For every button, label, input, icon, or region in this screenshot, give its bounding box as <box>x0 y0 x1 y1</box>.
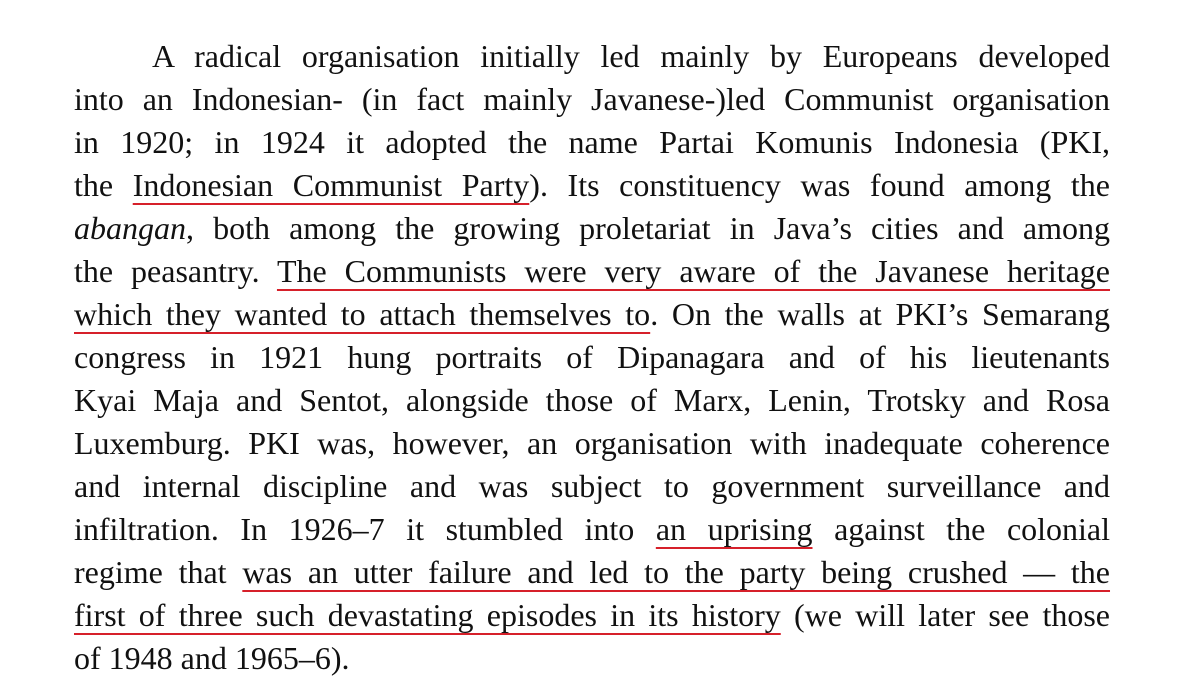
highlighted-text: was an utter failure and led to the party being crushed — the <box>242 554 1111 590</box>
text-run: congress in 1921 hung portraits of Dipanagara and of his lieutenants <box>74 339 1110 375</box>
text-run: the peasantry. <box>74 253 277 289</box>
text-run: of 1948 and 1965–6). <box>74 640 350 676</box>
text-run: Kyai Maja and Sentot, alongside those of Marx, Lenin, Trotsky and Rosa <box>74 382 1110 418</box>
text-run: into an Indonesian- (in fact mainly Javanese-)led Communist organisation <box>74 81 1110 117</box>
text-run: , both among the growing proletariat in Java’s cities and among <box>186 210 1110 246</box>
text-run: regime that <box>74 554 243 590</box>
highlighted-text: Indonesian Communist Party <box>132 167 530 203</box>
italic-term: abangan <box>74 210 186 246</box>
text-run: (we will later see those <box>780 597 1111 633</box>
paragraph-line <box>74 78 1110 120</box>
text-run: the <box>74 167 133 203</box>
text-run: against the colonial <box>812 511 1111 547</box>
highlighted-text: The Communists were very aware of the Javanese heritage <box>276 253 1111 289</box>
paragraph-line <box>74 637 1110 679</box>
highlighted-text: first of three such devastating episodes in its history <box>74 597 781 633</box>
paragraph-line <box>152 35 1110 77</box>
paragraph-line <box>74 379 1110 421</box>
paragraph-line <box>74 164 1110 206</box>
highlighted-text: which they wanted to attach themselves to <box>74 296 651 332</box>
highlighted-text: an uprising <box>655 511 813 547</box>
text-run: in 1920; in 1924 it adopted the name Partai Komunis Indonesia (PKI, <box>74 124 1110 160</box>
paragraph-line <box>74 121 1110 163</box>
paragraph-line <box>74 551 1110 593</box>
text-run: and internal discipline and was subject to government surveillance and <box>74 468 1110 504</box>
paragraph-line <box>74 336 1110 378</box>
paragraph-line <box>74 207 1110 249</box>
paragraph-line <box>74 422 1110 464</box>
paragraph-line <box>74 508 1110 550</box>
text-run: A radical organisation initially led mainly by Europeans developed <box>152 38 1110 74</box>
paragraph-line <box>74 465 1110 507</box>
paragraph-line <box>74 594 1110 636</box>
text-run: . On the walls at PKI’s Semarang <box>650 296 1111 332</box>
text-run: Luxemburg. PKI was, however, an organisation with inadequate coherence <box>74 425 1110 461</box>
paragraph-line <box>74 250 1110 292</box>
paragraph-line <box>74 293 1110 335</box>
text-run: infiltration. In 1926–7 it stumbled into <box>74 511 656 547</box>
text-run: ). Its constituency was found among the <box>529 167 1111 203</box>
